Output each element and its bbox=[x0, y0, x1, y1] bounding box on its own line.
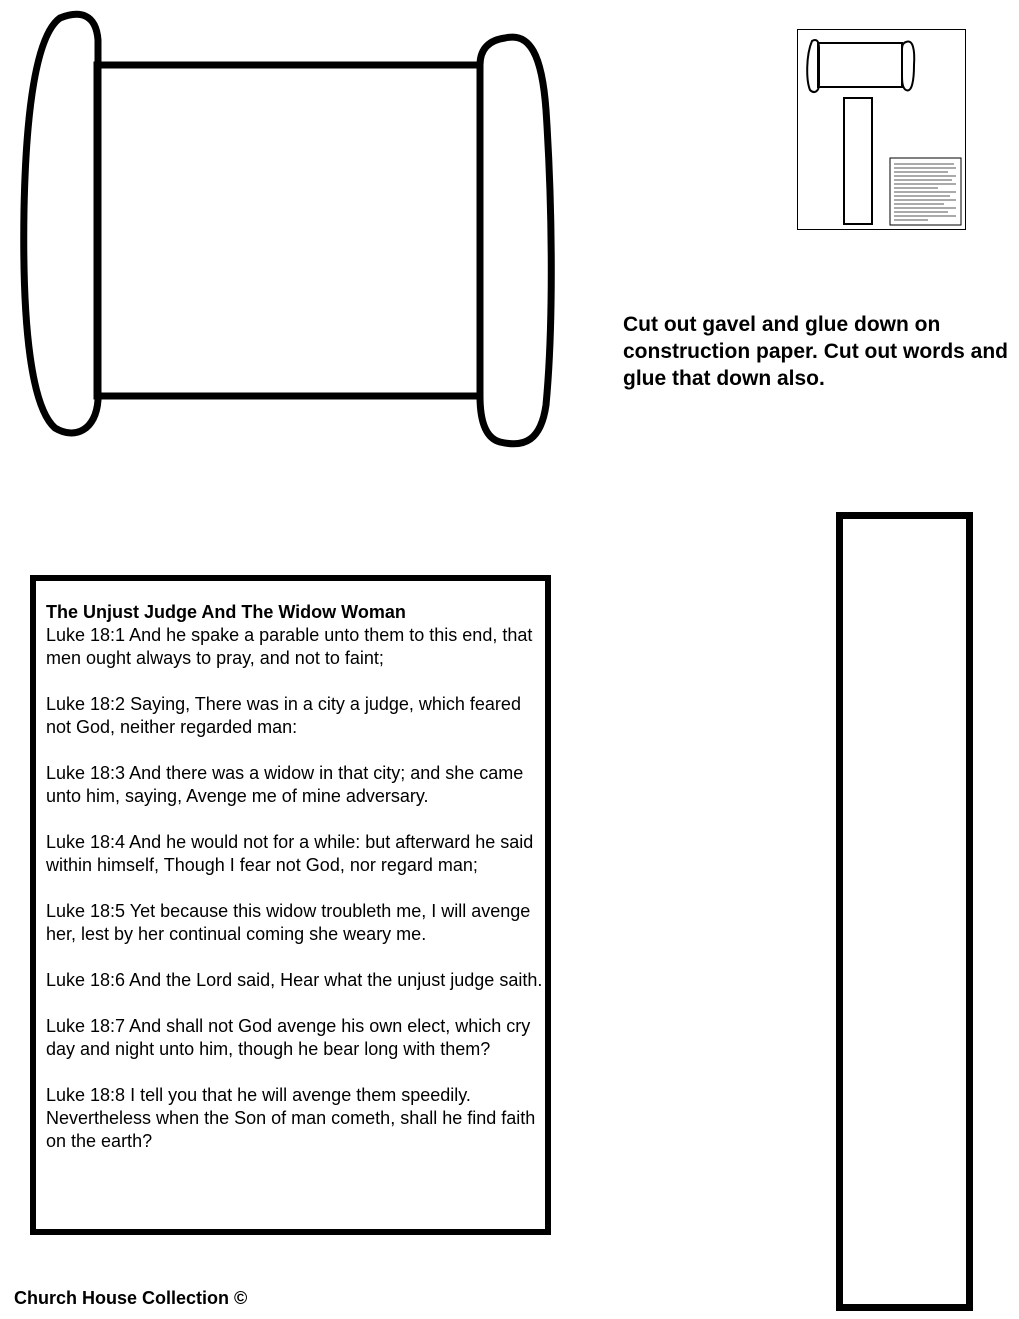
verse-luke-18-5: Luke 18:5 Yet because this widow troubleth me, I will avenge her, lest by her continual coming she weary me. bbox=[46, 901, 531, 944]
gavel-handle-cutout bbox=[836, 512, 973, 1311]
verse-luke-18-8: Luke 18:8 I tell you that he will avenge them speedily. Nevertheless when the Son of man cometh, shall he find faith on the earth? bbox=[46, 1085, 536, 1151]
verse-luke-18-3: Luke 18:3 And there was a widow in that city; and she came unto him, saying, Avenge me of mine adversary. bbox=[46, 763, 524, 806]
gavel-head-cutout bbox=[0, 0, 560, 460]
copyright-footer: Church House Collection © bbox=[14, 1288, 248, 1308]
verse-luke-18-7: Luke 18:7 And shall not God avenge his own elect, which cry day and night unto him, though he bear long with them? bbox=[46, 1016, 531, 1059]
craft-instructions: Cut out gavel and glue down on construction paper. Cut out words and glue that down also. bbox=[623, 313, 1009, 390]
gavel-head-body bbox=[97, 65, 480, 396]
verse-luke-18-1: Luke 18:1 And he spake a parable unto them to this end, that men ought always to pray, and not to faint; bbox=[46, 625, 533, 668]
verse-luke-18-6: Luke 18:6 And the Lord said, Hear what the unjust judge saith. bbox=[46, 970, 543, 990]
verse-luke-18-4: Luke 18:4 And he would not for a while: but afterward he said within himself, Though I fear not God, nor regard man; bbox=[46, 832, 534, 875]
passage-title: The Unjust Judge And The Widow Woman bbox=[46, 602, 406, 622]
gavel-head-left-cap bbox=[24, 14, 98, 433]
verse-cutout-box bbox=[30, 575, 551, 1235]
finished-gavel-preview bbox=[797, 29, 966, 230]
preview-gavel-icon bbox=[798, 30, 965, 229]
verse-luke-18-2: Luke 18:2 Saying, There was in a city a judge, which feared not God, neither regarded man: bbox=[46, 694, 521, 737]
gavel-head-right-cap bbox=[480, 37, 551, 444]
